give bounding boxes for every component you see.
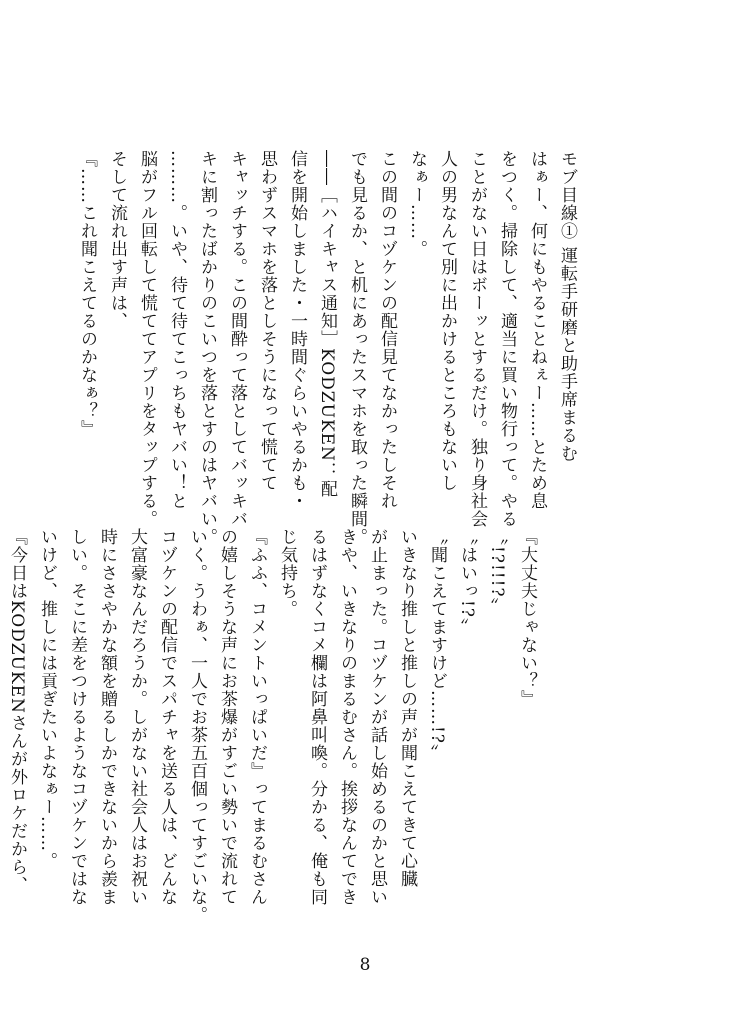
page-number: 8 bbox=[359, 955, 371, 975]
text-line: コヅケンの配信でスパチャを送る人は、どんな bbox=[157, 528, 177, 906]
text-line: ――［ハイキャス通知］KODZUKEN：配 bbox=[317, 150, 337, 498]
text-line: モブ目線① 運転手研磨と助手席まるむ bbox=[557, 150, 577, 463]
text-line: をつく。掃除して、適当に買い物行って。やる bbox=[497, 150, 517, 528]
text-line: の嬉しそうな声にお茶爆がすごい勢いで流れて bbox=[217, 528, 237, 906]
text-line: いく。うわぁ、一人でお茶五百個ってすごいな。 bbox=[187, 528, 207, 924]
text-line: 『……これ聞こえてるのかなぁ？』 bbox=[77, 150, 97, 438]
text-line: そして流れ出す声は、 bbox=[107, 150, 127, 330]
text-line bbox=[0, 528, 2, 868]
text-line: じ気持ち。 bbox=[277, 528, 297, 618]
text-line: キャッチする。この間酔って落としてバッキバ bbox=[227, 150, 247, 528]
text-line: 〝はいっ!?〟 bbox=[457, 528, 477, 636]
text-line: でも見るか、と机にあったスマホを取った瞬間。 bbox=[347, 150, 367, 546]
lower-text-block bbox=[7, 528, 542, 924]
text-line: 〝聞こえてますけど……!?〟 bbox=[427, 528, 447, 762]
text-line: 信を開始しました・一時間ぐらいやるかも・ bbox=[287, 150, 307, 510]
text-line: 時にささやかな額を贈るしかできないから羨ま bbox=[97, 528, 117, 906]
text-line: 大富豪なんだろうか。しがない社会人はお祝い bbox=[127, 528, 147, 906]
text-line: きや、いきなりのまるむさん。挨拶なんてでき bbox=[337, 528, 357, 906]
text-line: いけど、推しには貢ぎたいよなぁー……。 bbox=[37, 528, 57, 870]
text-line: 脳がフル回転して慌ててアプリをタップする。 bbox=[137, 150, 157, 528]
text-line: が止まった。コヅケンが話し始めるのかと思い bbox=[367, 528, 387, 906]
text-line: キに割ったばかりのこいつを落とすのはヤバい。 bbox=[197, 150, 217, 546]
text-line: なぁー……。 bbox=[407, 150, 427, 258]
text-line: 『今日はKODZUKENさんが外ロケだから、 bbox=[7, 528, 27, 894]
upper-text-block bbox=[77, 150, 582, 546]
text-line: 人の男なんて別に出かけるところもないし bbox=[437, 150, 457, 492]
text-line: しい。そこに差をつけるようなコヅケンではな bbox=[67, 528, 87, 906]
text-line: るはずなくコメ欄は阿鼻叫喚。分かる、俺も同 bbox=[307, 528, 327, 906]
text-line: ことがない日はボーッとするだけ。独り身社会 bbox=[467, 150, 487, 528]
text-line: 思わずスマホを落としそうになって慌てて bbox=[257, 150, 277, 492]
text-line: いきなり推しと推しの声が聞こえてきて心臓 bbox=[397, 528, 417, 888]
text-line: ………。いや、待て待てこっちもヤバい！と bbox=[167, 150, 187, 510]
text-line: はぁー、何にもやることねぇー……とため息 bbox=[527, 150, 547, 510]
text-line: 『ふふ、コメントいっぱいだ』ってまるむさん bbox=[247, 528, 267, 906]
text-line: 『大丈夫じゃない？』 bbox=[517, 528, 537, 708]
text-line: この間のコヅケンの配信見てなかったしそれ bbox=[377, 150, 397, 510]
text-line: 〝!?!!!?〟 bbox=[487, 528, 507, 616]
